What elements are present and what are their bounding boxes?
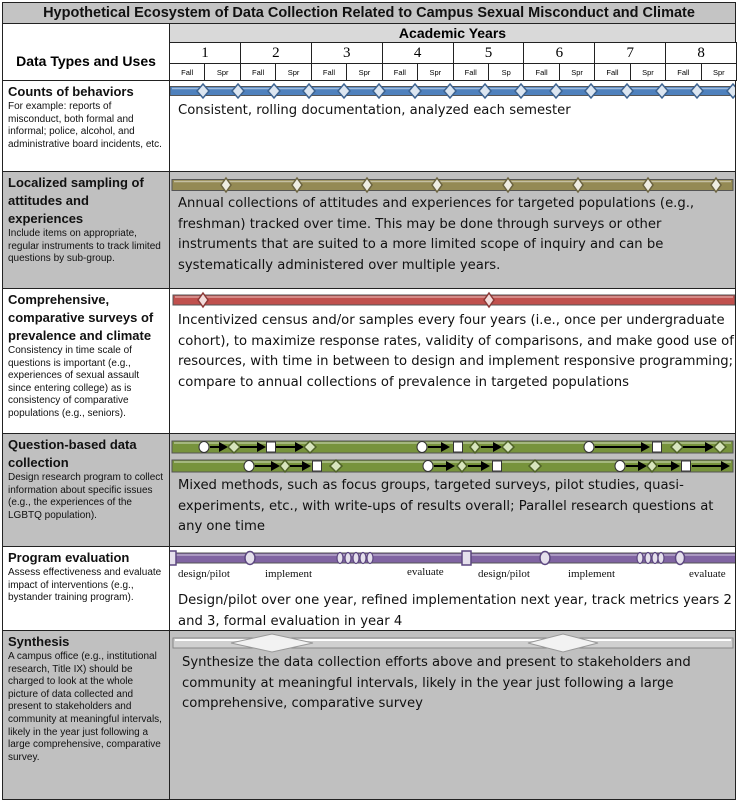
start-marker (615, 461, 625, 472)
checkpoint-marker (267, 442, 276, 452)
row-description: Synthesize the data collection efforts above and present to stakeholders and community at meaningful intervals, likely in the year just following a large comprehensive, comparative survey (182, 655, 691, 711)
phase-label: evaluate (407, 566, 444, 578)
row-heading: Question-based data collection (8, 437, 137, 470)
row-note: For example: reports of misconduct, both formal and informal; police, alcohol, and administrative board incidents, etc. (8, 101, 162, 150)
row-label-program (2, 546, 170, 631)
row-timeline-synthesis (169, 630, 736, 800)
checkpoint-marker (653, 442, 662, 452)
start-marker (584, 442, 594, 453)
checkpoint-marker (493, 461, 502, 471)
phase-label: design/pilot (478, 568, 530, 580)
metric-marker (360, 553, 366, 564)
semester-header: Fall (240, 63, 276, 81)
synthesis-marker (528, 634, 598, 652)
metric-marker (367, 553, 373, 564)
semester-header: Spr (701, 63, 737, 81)
semester-header: Spr (630, 63, 666, 81)
year-1-header: 1 (169, 42, 241, 64)
row-note: Design research program to collect information about specific issues (e.g., the experiences of the LGBTQ population). (8, 472, 164, 521)
year-4-header: 4 (382, 42, 454, 64)
semester-header: Fall (453, 63, 489, 81)
start-marker (423, 461, 433, 472)
metric-marker (337, 553, 343, 564)
row-heading: Comprehensive, comparative surveys of prevalence and climate (8, 292, 154, 343)
row-note: Include items on appropriate, regular instruments to track limited questions by sub-group. (8, 228, 161, 265)
milestone-marker (540, 552, 550, 565)
start-marker (199, 442, 209, 453)
semester-header: Fall (382, 63, 418, 81)
year-5-header: 5 (453, 42, 525, 64)
synthesis-marker (231, 634, 313, 652)
metric-marker (345, 553, 351, 564)
metric-marker (652, 553, 658, 564)
checkpoint-marker (313, 461, 322, 471)
row-label-synthesis (2, 630, 170, 800)
phase-label: design/pilot (178, 568, 230, 580)
semester-header: Spr (275, 63, 311, 81)
row-heading: Program evaluation (8, 550, 130, 565)
metric-marker (645, 553, 651, 564)
phase-start-marker (170, 551, 176, 565)
metric-marker (658, 553, 664, 564)
table-title: Hypothetical Ecosystem of Data Collection Related to Campus Sexual Misconduct and Climate (2, 2, 736, 24)
row-label-localized (2, 171, 170, 289)
year-3-header: 3 (311, 42, 383, 64)
semester-header: Fall (169, 63, 205, 81)
semester-header: Fall (523, 63, 559, 81)
timeline-counts (170, 81, 736, 172)
row-label-counts (2, 80, 170, 172)
row-heading: Synthesis (8, 634, 70, 649)
row-note: Assess effectiveness and evaluate impact of interventions (e.g., bystander training program). (8, 567, 162, 604)
metric-marker (637, 553, 643, 564)
row-label-question (2, 433, 170, 547)
row-description: Design/pilot over one year, refined implementation next year, track metrics years 2 and 3, formal evaluation in year 4 (178, 593, 732, 629)
row-note: Consistency in time scale of questions is important (e.g., experiences of sexual assault since entering college) as is consistency of comparative populations (e.g., seniors). (8, 345, 140, 419)
semester-header: Fall (311, 63, 347, 81)
phase-label: evaluate (689, 568, 726, 580)
data-types-header: Data Types and Uses (2, 23, 170, 81)
semester-header: Fall (594, 63, 630, 81)
semester-header: Sp (488, 63, 524, 81)
row-timeline-counts (169, 80, 736, 172)
phase-start-marker (462, 551, 471, 565)
checkpoint-marker (682, 461, 691, 471)
row-note: A campus office (e.g., institutional research, Title IX) should be charged to look at the whole picture of data collected and present to stakeholders and community at meaningful intervals, likely in the year just following a large comprehensive, comparative survey. (8, 651, 162, 763)
year-7-header: 7 (594, 42, 666, 64)
start-marker (244, 461, 254, 472)
academic-years-header: Academic Years (169, 23, 736, 43)
year-2-header: 2 (240, 42, 312, 64)
metric-marker (353, 553, 359, 564)
start-marker (417, 442, 427, 453)
row-heading: Localized sampling of attitudes and experiences (8, 175, 144, 226)
semester-header: Fall (665, 63, 701, 81)
row-timeline-comprehensive (169, 288, 736, 434)
row-description: Annual collections of attitudes and experiences for targeted populations (e.g., freshman) tracked over time. This may be done through surveys or other instruments that are suited to a more limited scope of inquiry and can be systematically administered over multiple years. (178, 196, 695, 273)
row-description: Consistent, rolling documentation, analyzed each semester (178, 103, 571, 118)
milestone-marker (245, 552, 255, 565)
checkpoint-marker (454, 442, 463, 452)
milestone-marker (676, 552, 685, 565)
row-heading: Counts of behaviors (8, 84, 134, 99)
row-description: Incentivized census and/or samples every four years (i.e., once per undergraduate cohort), to maximize response rates, validity of comparisons, and make good use of resources, with time in between to design and implement responsive programming; compare to annual collections of prevalence in targeted populations (178, 313, 734, 390)
year-6-header: 6 (523, 42, 595, 64)
semester-header: Spr (417, 63, 453, 81)
semester-header: Spr (559, 63, 595, 81)
row-timeline-program (169, 546, 736, 631)
row-timeline-question (169, 433, 736, 547)
semester-header: Spr (346, 63, 382, 81)
semester-header: Spr (204, 63, 240, 81)
phase-label: implement (568, 568, 616, 580)
row-label-comprehensive (2, 288, 170, 434)
year-8-header: 8 (665, 42, 737, 64)
row-timeline-localized (169, 171, 736, 289)
phase-label: implement (265, 568, 313, 580)
row-description: Mixed methods, such as focus groups, targeted surveys, pilot studies, quasi-experiments, etc., with write-ups of results overall; Parallel research questions at any one time (178, 478, 714, 534)
